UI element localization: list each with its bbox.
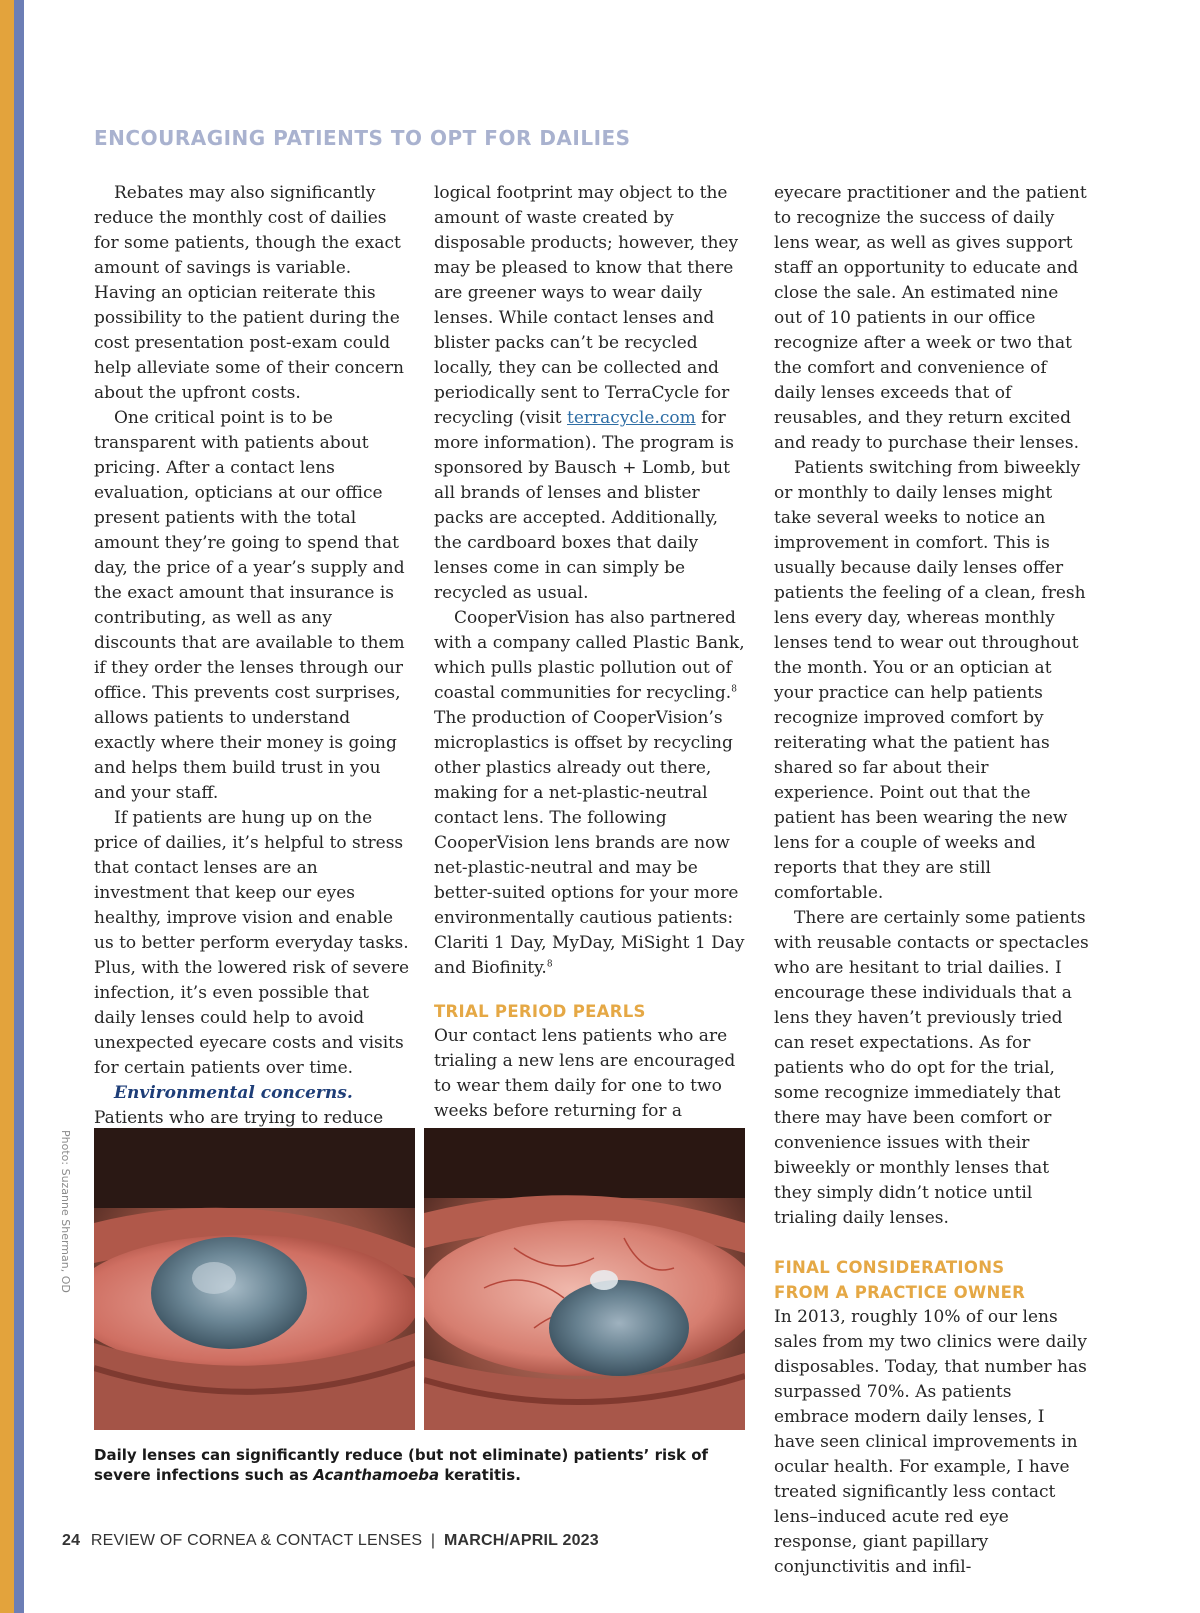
paragraph-text: logical footprint may object to the amount of waste created by disposable products; however, they may be pleased to know that there are greener ways to wear daily lenses. While contact lenses and blister packs can’t be recycled locally, they can be collected and periodically sent to TerraCycle for recycling (visit xyxy=(434,183,739,428)
publication-name: REVIEW OF CORNEA & CONTACT LENSES xyxy=(90,1532,423,1549)
subheading-trial-period-pearls: TRIAL PERIOD PEARLS xyxy=(434,1002,646,1021)
eye-photo-right xyxy=(424,1128,745,1430)
eye-photo-left xyxy=(94,1128,415,1430)
footer-separator: | xyxy=(430,1532,436,1549)
page-edge-blue-stripe xyxy=(14,0,24,1613)
reference-superscript: 8 xyxy=(731,684,737,695)
issue-date: MARCH/APRIL 2023 xyxy=(443,1532,599,1549)
paragraph: Rebates may also significantly reduce the monthly cost of dailies for some patients, though the exact amount of savings is variable. Having an optician reiterate this possibility to the patient during the cost presentation post-exam could help alleviate some of their concern about the upfront costs. xyxy=(94,183,404,403)
article-column-1 xyxy=(94,181,410,1156)
paragraph: Our contact lens patients who are trialing a new lens are encouraged to wear them daily for one to two weeks before returning for a xyxy=(434,1026,736,1121)
page-footer xyxy=(62,1532,599,1550)
page-number: 24 xyxy=(62,1532,81,1549)
paragraph: eyecare practitioner and the patient to recognize the success of daily lens wear, as well as gives support staff an opportunity to educate and close the sale. An estimated nine out of 10 patients in our office recognize after a week or two that the comfort and convenience of daily lenses exceeds that of reusables, and they return excited and ready to purchase their lenses. xyxy=(774,183,1087,453)
paragraph xyxy=(434,181,750,606)
caption-italic: Acanthamoeba xyxy=(313,1466,440,1484)
paragraph-text: The production of CooperVision’s microplastics is offset by recycling other plastics already out there, making for a net-plastic-neutral contact lens. The following CooperVision lens brands are now net-plastic-neutral and may be better-suited options for your more environmentally cautious patients: Clariti 1 Day, MyDay, MiSight 1 Day and Biofinity. xyxy=(434,708,745,978)
caption-text: Daily lenses can significantly reduce (but not eliminate) patients’ risk of severe infections such as xyxy=(94,1446,709,1484)
page-edge-orange-stripe xyxy=(0,0,14,1613)
reference-superscript: 8 xyxy=(546,959,553,970)
paragraph-text: for more information). The program is sponsored by Bausch + Lomb, but all brands of lenses and blister packs are accepted. Additionally, the cardboard boxes that daily lenses come in can simply be recycled as usual. xyxy=(434,408,734,603)
paragraph-text: CooperVision has also partnered with a company called Plastic Bank, which pulls plastic pollution out of coastal communities for recycling. xyxy=(434,608,745,703)
subheading-final-considerations xyxy=(774,1255,1090,1305)
paragraph: In 2013, roughly 10% of our lens sales from my two clinics were daily disposables. Today, that number has surpassed 70%. As patients embrace modern daily lenses, I have seen clinical improvements in ocular health. For example, I have treated significantly less contact lens–induced acute red eye response, giant papillary conjunctivitis and infil- xyxy=(774,1307,1087,1577)
paragraph: Patients switching from biweekly or monthly to daily lenses might take several weeks to notice an improvement in comfort. This is usually because daily lenses offer patients the feeling of a clean, fresh lens every day, whereas monthly lenses tend to wear out throughout the month. You or an optician at your practice can help patients recognize improved comfort by reiterating what the patient has shared so far about their experience. Point out that the patient has been wearing the new lens for a couple of weeks and reports that they are still comfortable. xyxy=(774,458,1086,903)
run-in-heading: Environmental concerns. xyxy=(114,1083,353,1103)
section-heading: ENCOURAGING PATIENTS TO OPT FOR DAILIES xyxy=(94,126,631,150)
caption-text: keratitis. xyxy=(439,1466,521,1484)
figure-caption xyxy=(94,1445,754,1485)
subheading-line: FINAL CONSIDERATIONS xyxy=(774,1258,1005,1277)
terracycle-link[interactable]: terracycle.com xyxy=(567,408,696,428)
paragraph: One critical point is to be transparent with patients about pricing. After a contact lens evaluation, opticians at our office present patients with the total amount they’re going to spend that day, the price of a year’s supply and the exact amount that insurance is contributing, as well as any discounts that are available to them if they order the lenses through our office. This prevents cost surprises, allows patients to understand exactly where their money is going and helps them build trust in you and your staff. xyxy=(94,408,405,803)
paragraph-text: Patients who are trying to reduce xyxy=(94,1108,384,1128)
photo-credit: Photo: Suzanne Sherman, OD xyxy=(59,1130,72,1293)
paragraph xyxy=(434,606,750,981)
subheading-line: FROM A PRACTICE OWNER xyxy=(774,1283,1026,1302)
paragraph: There are certainly some patients with reusable contacts or spectacles who are hesitant to trial dailies. I encourage these individuals that a lens they haven’t previously tried can reset expectations. As for patients who do opt for the trial, some recognize immediately that there may have been comfort or convenience issues with their biweekly or monthly lenses that they simply didn’t notice until trialing daily lenses. xyxy=(774,908,1089,1228)
paragraph: If patients are hung up on the price of dailies, it’s helpful to stress that contact lenses are an investment that keep our eyes healthy, improve vision and enable us to better perform everyday tasks. Plus, with the lowered risk of severe infection, it’s even possible that daily lenses could help to avoid unexpected eyecare costs and visits for certain patients over time. xyxy=(94,808,410,1078)
article-column-3 xyxy=(774,181,1090,1580)
article-column-2 xyxy=(434,181,750,1174)
